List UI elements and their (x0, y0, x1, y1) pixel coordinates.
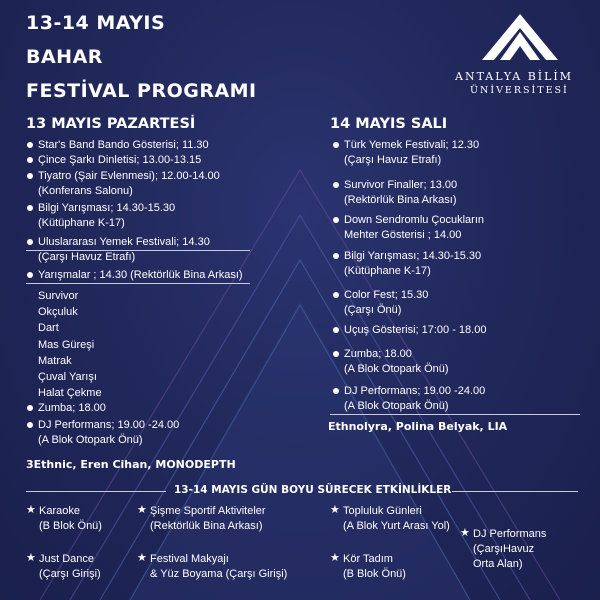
all-day-event: Topluluk Günleri (343, 505, 422, 517)
university-logo-icon (480, 10, 560, 66)
day2-divider (330, 414, 580, 415)
day2-event: Uçuş Gösterisi; 17:00 - 18.00 (344, 324, 487, 336)
star-icon: ★ (26, 552, 36, 564)
day1-event: Star's Band Bando Gösterisi; 11.30 (38, 139, 209, 151)
bullet-icon (27, 205, 33, 211)
all-day-heading: 13-14 MAYIS GÜN BOYU SÜRECEK ETKİNLİKLER (174, 484, 452, 496)
day2-event: Zumba; 18.00 (344, 348, 412, 360)
competition-item: Okçuluk (38, 306, 78, 319)
bullet-icon (27, 142, 33, 148)
all-day-event: Şişme Sportif Aktiviteler (150, 505, 266, 517)
competition-item: Çuval Yarışı (38, 371, 97, 383)
bullet-icon (27, 405, 33, 411)
competition-item: Mas Güreşi (38, 338, 95, 351)
day1-divider (26, 283, 250, 284)
all-day-event: Festival Makyajı (150, 553, 229, 565)
day2-event: Türk Yemek Festivali; 12.30 (344, 139, 480, 151)
all-day-event-location: & Yüz Boyama (Çarşı Girişi) (150, 568, 288, 580)
day2-event: Down Sendromlu Çocukların (344, 214, 485, 226)
day1-event-location: (A Blok Otopark Önü) (38, 434, 143, 446)
all-day-event-location: (Çarşı Girişi) (39, 568, 101, 580)
section-divider-left (26, 491, 166, 492)
star-icon: ★ (330, 504, 340, 516)
day1-event: DJ Performans; 19.00 -24.00 (38, 419, 180, 431)
day2-event: Color Fest; 15.30 (344, 289, 429, 301)
bullet-icon (333, 253, 339, 259)
bullet-icon (27, 239, 33, 245)
star-icon: ★ (26, 504, 36, 516)
competition-item: Matrak (38, 354, 72, 367)
all-day-event: Just Dance (39, 553, 95, 565)
bullet-icon (27, 272, 33, 278)
day2-event-location: (Çarşı Havuz Etrafı) (344, 154, 442, 166)
all-day-event: Karaoke (39, 505, 80, 517)
star-icon: ★ (330, 552, 340, 564)
all-day-event-location: (B Blok Önü) (343, 568, 406, 580)
star-icon: ★ (137, 552, 147, 564)
day1-event: Zumba; 18.00 (38, 402, 106, 414)
day2-event: Survivor Finaller; 13.00 (344, 179, 458, 191)
day1-event-location: (Konferans Salonu) (38, 185, 133, 197)
title-line-2: BAHAR (26, 46, 103, 68)
day1-divider (26, 250, 250, 251)
day1-event: Yarışmalar ; 14.30 (Rektörlük Bina Arkası) (38, 269, 243, 281)
day2-event-location: (Çarşı Önü) (344, 304, 402, 316)
logo-line-1: ANTALYA BİLİM (455, 70, 574, 83)
star-icon: ★ (137, 504, 147, 516)
day2-event-location: (Rektörlük Bina Arkası) (344, 194, 457, 206)
day2-event-location: (A Blok Otopark Önü) (344, 363, 449, 375)
day1-event-location: (Çarşı Havuz Etrafı) (38, 251, 136, 263)
title-line-3: FESTİVAL PROGRAMI (26, 80, 257, 102)
bullet-icon (333, 351, 339, 357)
day1-event: Uluslararası Yemek Festivali; 14.30 (38, 236, 210, 248)
bullet-icon (333, 217, 339, 223)
logo-line-2: ÜNİVERSİTESİ (470, 85, 569, 96)
section-divider-right (452, 491, 578, 492)
all-day-event-location: (B Blok Önü) (39, 520, 102, 532)
bullet-icon (333, 327, 339, 333)
all-day-event: Kör Tadım (343, 553, 393, 565)
day2-event-location: (Kütüphane K-17) (344, 265, 431, 277)
all-day-event-location: Orta Alan) (473, 558, 523, 570)
competition-item: Survivor (38, 290, 79, 302)
all-day-event: DJ Performans (473, 528, 547, 540)
day2-event: Bilgi Yarışması; 14.30-15.30 (344, 250, 482, 262)
bullet-icon (333, 292, 339, 298)
day1-event: Çince Şarkı Dinletisi; 13.00-13.15 (38, 154, 202, 166)
day2-event-location: (A Blok Otopark Önü) (344, 400, 449, 412)
bullet-icon (27, 173, 33, 179)
competition-item: Dart (38, 322, 59, 335)
day1-heading: 13 MAYIS PAZARTESİ (26, 116, 196, 132)
bullet-icon (333, 388, 339, 394)
day2-event-location: Mehter Gösterisi ; 14.00 (344, 229, 462, 241)
bullet-icon (333, 182, 339, 188)
day2-performers: Ethnolyra, Polina Belyak, LIA (328, 420, 508, 433)
day1-event: Tiyatro (Şair Evlenmesi); 12.00-14.00 (38, 170, 220, 182)
day1-performers: 3Ethnic, Eren Cihan, MONODEPTH (26, 458, 236, 471)
day2-heading: 14 MAYIS SALI (330, 116, 448, 132)
all-day-event-location: (Rektörlük Bina Arkası) (150, 520, 263, 532)
day1-event-location: (Kütüphane K-17) (38, 217, 125, 229)
bullet-icon (333, 142, 339, 148)
title-line-1: 13-14 MAYIS (26, 12, 166, 34)
all-day-event-location: (A Blok Yurt Arası Yol) (343, 520, 450, 532)
day2-event: DJ Performans; 19.00 -24.00 (344, 385, 486, 397)
competition-item: Halat Çekme (38, 387, 102, 400)
bullet-icon (27, 157, 33, 163)
all-day-event-location: (ÇarşıHavuz (473, 543, 535, 555)
star-icon: ★ (460, 527, 470, 539)
bullet-icon (27, 422, 33, 428)
day1-event: Bilgi Yarışması; 14.30-15.30 (38, 202, 176, 214)
